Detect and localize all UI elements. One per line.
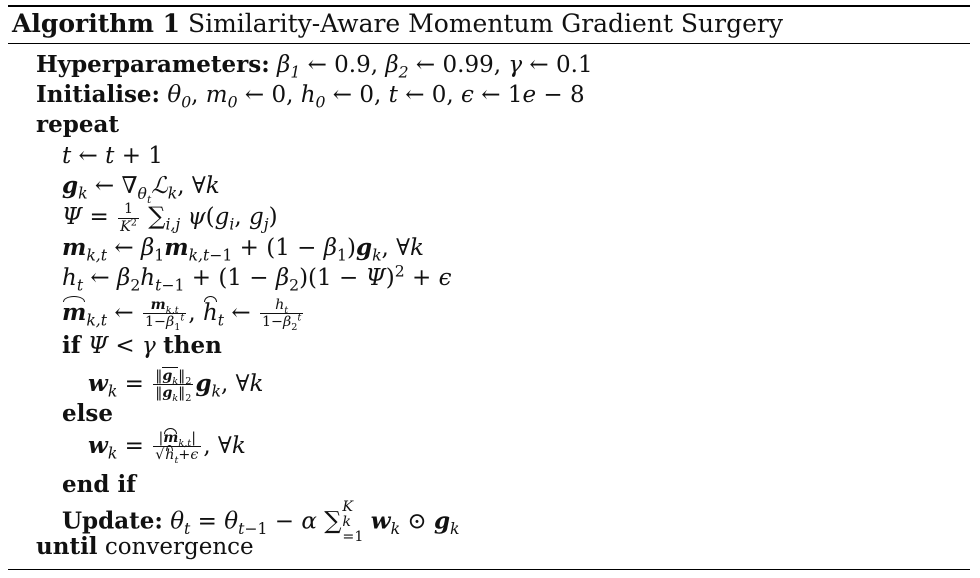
initialise-line [36,80,585,110]
initialise-math: $\theta_0$, $m_0$ ← 0, $h_0$ ← 0, t ← 0, ϵ ← 1e − 8 [167,82,585,112]
if-line: if Ψ < γ then [62,332,222,359]
end-if-keyword: end if [62,471,137,498]
caption-rule [8,43,970,44]
algorithm-caption [12,9,783,38]
hyperparameters-line [36,50,593,80]
if-keyword: if [62,332,81,359]
until-keyword: until [36,533,98,560]
h-update-line: $h_t$ ← $\beta_2h_{t-1} + (1 - \beta_2)(1 - \Psi)^2 + \epsilon$ [62,261,452,295]
w-else-line: $w_k$ = $\frac{|m_{k,t}|}{√h_t+\epsilon}$ , ∀k [88,430,246,467]
update-line: Update: $\theta_t = \theta_{t-1} - \alpha$ ∑ K k =1 $w_k$ ⊙ $g_k$ [62,499,460,545]
bottom-rule [8,569,970,570]
algorithm-title: Similarity-Aware Momentum Gradient Surgery [187,9,783,38]
until-line [36,532,254,562]
convergence-text: convergence [104,534,254,560]
psi-line: Ψ = $\frac{1}{K^2}$ $\sum_{i,j}$ $\psi(g_i$, $g_j$) [62,201,278,235]
hyperparameters-math: $\beta_1$ ← 0.9, $\beta_2$ ← 0.99, γ ← 0.1 [277,52,593,82]
bias-correction-line: $m_{k,t}$ ← $\frac{m_{k,t}}{1-\beta_1^t}$ , $h_t$ ← $\frac{h_t}{1-\beta_2^t}$ [62,297,302,334]
algorithm-label: Algorithm 1 [12,9,180,38]
momentum-line: $m_{k,t}$ ← $\beta_1m_{k,t-1} + (1 - \beta_1)g_k$, ∀k [62,234,424,265]
update-keyword: Update: [62,507,163,535]
top-rule [8,5,970,7]
gradient-line: $g_k$ ← $\nabla_{\theta_t}ℒ_k$, ∀k [62,172,220,206]
step-t-line: t ← t + 1 [62,143,163,169]
hyperparameters-keyword: Hyperparameters: [36,51,270,78]
w-then-line: $w_k$ = $\frac{‖g_k‖_2}{‖g_k‖_2}$ $g_k$, ∀k [88,368,264,405]
initialise-keyword: Initialise: [36,81,161,108]
psi-fraction: $\frac{1}{K^2}$ [120,201,137,235]
repeat-keyword: repeat [36,111,119,138]
then-keyword: then [163,332,222,359]
else-keyword: else [62,400,113,427]
